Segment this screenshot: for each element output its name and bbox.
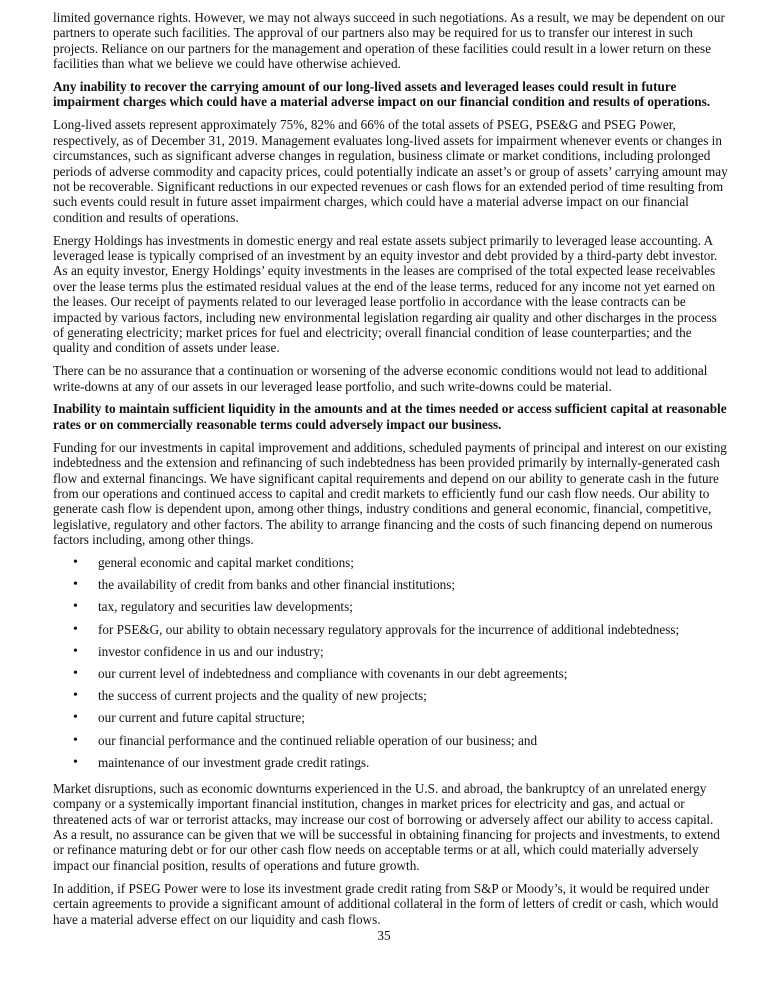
paragraphs-top <box>53 10 758 548</box>
bullet-icon: • <box>73 665 78 681</box>
text-line: not be recoverable. Significant reductions in our expected revenues or cash flows for an extended period of time resulting from <box>53 178 724 194</box>
text-line: Funding for our investments in capital improvement and additions, scheduled payments of principal and interest on our existing <box>53 439 727 455</box>
text-line: Market disruptions, such as economic downturns experienced in the U.S. and abroad, the bankruptcy of an unrelated energy <box>53 780 707 796</box>
text-line: indebtedness and the extension and refinancing of such indebtedness has been provided primarily by internally-generated cash <box>53 455 720 471</box>
text-line: write-downs at any of our assets in our leveraged lease portfolio, and such write-downs could be material. <box>53 378 612 394</box>
text-line: of generating electricity; market prices for fuel and electricity; overall financial condition of lease counterparties; and the <box>53 324 692 340</box>
bullet-text: our current and future capital structure; <box>98 710 305 726</box>
text-line: limited governance rights. However, we may not always succeed in such negotiations. As a result, we may be dependent on our <box>53 10 725 25</box>
text-line: legislative, regulatory and other factors. The ability to arrange financing and the costs of such financing depend on numerous <box>53 516 713 532</box>
text-line: have a material adverse effect on our liquidity and cash flows. <box>53 911 381 927</box>
bullet-item <box>53 733 758 755</box>
bullet-item <box>53 666 758 688</box>
section-heading <box>53 79 758 110</box>
bullet-text: investor confidence in us and our industry; <box>98 643 324 659</box>
bullet-icon: • <box>73 621 78 637</box>
bullet-text: for PSE&G, our ability to obtain necessary regulatory approvals for the incurrence of additional indebtedness; <box>98 621 680 637</box>
bullet-text: our current level of indebtedness and compliance with covenants in our debt agreements; <box>98 665 568 681</box>
text-line: generate cash flow is dependent upon, among other things, industry conditions and general economic, financial, competitive, <box>53 501 712 517</box>
bullet-text: our financial performance and the continued reliable operation of our business; and <box>98 732 538 748</box>
bullet-text: tax, regulatory and securities law developments; <box>98 599 353 615</box>
bullet-icon: • <box>73 577 78 593</box>
text-line: impacted by various factors, including new environmental legislation regarding air quality and other discharges in the process <box>53 309 717 325</box>
body-paragraph <box>53 10 758 72</box>
body-paragraph <box>53 233 758 356</box>
text-line: As a result, no assurance can be given that we will be successful in obtaining financing for projects and investments, to extend <box>53 827 720 843</box>
bullet-item <box>53 755 758 777</box>
body-paragraph <box>53 440 758 548</box>
text-line: quality and condition of assets under lease. <box>53 340 280 356</box>
body-paragraph <box>53 117 758 225</box>
document-page <box>53 10 758 934</box>
text-line: from our operations and continued access to capital and credit markets to efficiently fund our cash flow needs. Our ability to <box>53 485 710 501</box>
bullet-icon: • <box>73 555 78 570</box>
text-line: respectively, as of December 31, 2019. Management evaluates long-lived assets for impairment whenever events or changes in <box>53 132 722 148</box>
text-line: certain agreements to provide a significant amount of additional collateral in the form of letters of credit or cash, which would <box>53 896 719 912</box>
paragraphs-bottom <box>53 781 758 927</box>
text-line: periods of adverse commodity and capacity prices, could potentially indicate an asset’s or group of assets’ carrying amount may <box>53 163 728 179</box>
text-line: In addition, if PSEG Power were to lose its investment grade credit rating from S&P or Moody’s, it would be required under <box>53 880 710 896</box>
text-line: Long-lived assets represent approximately 75%, 82% and 66% of the total assets of PSEG, PSE&G and PSEG Power, <box>53 117 676 133</box>
bullet-icon: • <box>73 643 78 659</box>
bullet-icon: • <box>73 599 78 615</box>
text-line: impact our financial position, results of operations and future growth. <box>53 857 420 873</box>
bullet-text: the availability of credit from banks and other financial institutions; <box>98 577 456 593</box>
bullet-icon: • <box>73 710 78 726</box>
page-number: 35 <box>377 928 391 943</box>
bullet-item <box>53 688 758 710</box>
text-line: circumstances, such as significant adverse changes in regulation, business climate or market conditions, including prolonged <box>53 148 711 164</box>
text-line: As an equity investor, Energy Holdings’ equity investments in the leases are comprised of the total expected lease receivables <box>53 263 716 279</box>
text-line: partners to operate such facilities. The approval of our partners also may be required for us to transfer our interest in such <box>53 25 693 41</box>
section-heading <box>53 401 758 432</box>
bullet-list <box>53 555 758 777</box>
bullet-text: maintenance of our investment grade credit ratings. <box>98 754 370 770</box>
bullet-item <box>53 599 758 621</box>
text-line: the leases. Our receipt of payments related to our leveraged lease portfolio in accordance with the lease contracts can be <box>53 294 686 310</box>
text-line: leveraged lease is typically comprised of an investment by an equity investor and debt provided by a third-party debt investor. <box>53 247 718 263</box>
text-line: factors including, among other things. <box>53 532 254 548</box>
bullet-text: the success of current projects and the quality of new projects; <box>98 688 427 704</box>
text-line: There can be no assurance that a continuation or worsening of the adverse economic conditions would not lead to additional <box>53 363 708 379</box>
text-line: over the lease terms plus the estimated residual values at the end of the lease terms, reduced for any income not yet earned on <box>53 278 716 294</box>
text-line: rates or on commercially reasonable terms could adversely impact our business. <box>53 416 502 432</box>
text-line: such events could result in future asset impairment charges, which could have a material adverse impact on our financial <box>53 194 689 210</box>
body-paragraph <box>53 781 758 873</box>
text-line: condition and results of operations. <box>53 209 239 225</box>
body-paragraph <box>53 363 758 394</box>
text-line: or refinance maturing debt or for our other cash flow needs on acceptable terms or at all, which could materially adversely <box>53 842 699 858</box>
bullet-item <box>53 644 758 666</box>
bullet-item <box>53 710 758 732</box>
text-line: projects. Reliance on our partners for the management and operation of these facilities could result in a lower return on these <box>53 40 712 56</box>
bullet-icon: • <box>73 732 78 748</box>
text-line: facilities than what we believe we could have otherwise achieved. <box>53 56 401 72</box>
bullet-item <box>53 555 758 577</box>
text-line: Energy Holdings has investments in domestic energy and real estate assets subject primarily to leveraged lease accounting. A <box>53 232 714 248</box>
text-line: Inability to maintain sufficient liquidity in the amounts and at the times needed or access sufficient capital at reasonable <box>53 401 727 417</box>
bullet-icon: • <box>73 754 78 770</box>
bullet-item <box>53 622 758 644</box>
body-paragraph <box>53 881 758 927</box>
text-line: company or a systemically important financial institution, changes in market prices for electricity and gas, and actual or <box>53 796 685 812</box>
text-line: Any inability to recover the carrying amount of our long-lived assets and leveraged leases could result in future <box>53 79 677 95</box>
bullet-icon: • <box>73 688 78 704</box>
bullet-text: general economic and capital market conditions; <box>98 555 354 570</box>
bullet-item <box>53 577 758 599</box>
text-line: flow and external financings. We have significant capital requirements and depend on our ability to generate cash in the future <box>53 470 719 486</box>
text-line: threatened acts of war or terrorist attacks, may increase our cost of borrowing or adversely affect our ability to access capital. <box>53 811 714 827</box>
text-line: impairment charges which could have a material adverse impact on our financial condition and results of operations. <box>53 94 711 110</box>
